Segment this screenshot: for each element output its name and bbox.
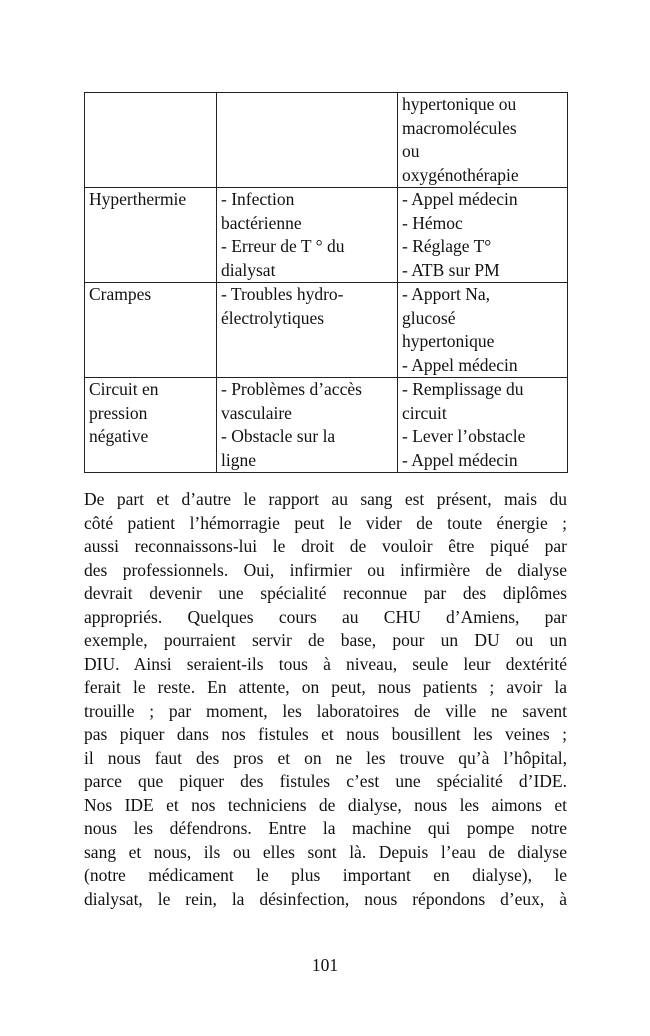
table-row	[85, 188, 568, 283]
cell-line: - Appel médecin	[402, 354, 518, 375]
cell-line: négative	[89, 426, 149, 446]
cell-line: - Erreur de T ° du	[221, 236, 345, 256]
cell-line: Circuit en	[89, 379, 159, 399]
cell-line: électrolytiques	[221, 307, 325, 328]
cell-line: - Troubles hydro-	[221, 284, 344, 304]
cell-line: - ATB sur PM	[402, 259, 500, 280]
body-paragraph	[84, 488, 567, 911]
paragraph-line: De part et d’autre le rapport au sang est présent, mais du	[84, 489, 567, 509]
cell-line: - Apport Na,	[402, 284, 490, 304]
paragraph-line: sang et nous, ils ou elles sont là. Depuis l’eau de dialyse	[84, 841, 567, 862]
cell-line: - Obstacle sur la	[221, 426, 336, 446]
paragraph-line: parce que piquer des fistules c’est une spécialité d’IDE.	[84, 771, 567, 791]
cell-line: - Appel médecin	[402, 189, 518, 209]
cell-line: pression	[89, 402, 148, 423]
cell-line: hypertonique ou	[402, 94, 517, 114]
action-cell	[398, 93, 568, 188]
paragraph-line: dialysat, le rein, la désinfection, nous répondons d’eux, à	[84, 888, 567, 909]
incident-table	[84, 92, 568, 473]
cell-line: ligne	[221, 449, 256, 470]
paragraph-line: il nous faut des pros et on ne les trouve qu’à l’hôpital,	[84, 747, 567, 768]
table-row	[85, 283, 568, 378]
paragraph-line: trouille ; par moment, les laboratoires de ville ne savent	[84, 700, 567, 721]
page-number: 101	[311, 955, 339, 975]
cause-cell	[85, 378, 217, 473]
origin-cell	[217, 93, 398, 188]
paragraph-line: (notre médicament le plus important en dialyse), le	[84, 865, 567, 885]
cell-line: - Infection	[221, 189, 295, 209]
origin-cell	[217, 283, 398, 378]
action-cell	[398, 188, 568, 283]
cell-line: bactérienne	[221, 212, 302, 233]
cell-line: ou	[402, 141, 420, 161]
cell-line: glucosé	[402, 307, 456, 328]
paragraph-line: côté patient l’hémorragie peut le vider de toute énergie ;	[84, 512, 567, 533]
cell-line: - Hémoc	[402, 212, 463, 233]
cell-line: oxygénothérapie	[402, 164, 519, 185]
cell-line: - Problèmes d’accès	[221, 379, 362, 399]
paragraph-line: nous les défendrons. Entre la machine qui pompe notre	[84, 818, 567, 838]
cell-line: vasculaire	[221, 402, 292, 423]
paragraph-line: DIU. Ainsi seraient-ils tous à niveau, seule leur dextérité	[84, 653, 567, 674]
cell-line: dialysat	[221, 259, 276, 280]
paragraph-line: devrait devenir une spécialité reconnue par des diplômes	[84, 583, 567, 603]
paragraph-line: ferait le reste. En attente, on peut, nous patients ; avoir la	[84, 677, 567, 697]
table-row	[85, 93, 568, 188]
paragraph-line: aussi reconnaissons-lui le droit de vouloir être piqué par	[84, 536, 567, 556]
paragraph-line: exemple, pourraient servir de base, pour un DU ou un	[84, 630, 567, 650]
origin-cell	[217, 378, 398, 473]
action-cell	[398, 378, 568, 473]
cause-cell	[85, 93, 217, 188]
cell-line: - Appel médecin	[402, 449, 518, 470]
cell-line: hypertonique	[402, 331, 495, 351]
cell-line: macromolécules	[402, 117, 517, 138]
cell-line: - Réglage T°	[402, 236, 492, 256]
paragraph-line: pas piquer dans nos fistules et nous bousillent les veines ;	[84, 724, 567, 744]
action-cell	[398, 283, 568, 378]
cause-cell	[85, 188, 217, 283]
cell-line: Crampes	[89, 284, 152, 304]
cell-line: - Remplissage du	[402, 379, 524, 399]
cause-cell	[85, 283, 217, 378]
table-row	[85, 378, 568, 473]
cell-line: circuit	[402, 402, 447, 423]
paragraph-line: des professionnels. Oui, infirmier ou infirmière de dialyse	[84, 559, 567, 580]
paragraph-line: appropriés. Quelques cours au CHU d’Amiens, par	[84, 606, 567, 627]
cell-line: Hyperthermie	[89, 189, 187, 209]
origin-cell	[217, 188, 398, 283]
paragraph-line: Nos IDE et nos techniciens de dialyse, nous les aimons et	[84, 794, 567, 815]
cell-line: - Lever l’obstacle	[402, 426, 526, 446]
